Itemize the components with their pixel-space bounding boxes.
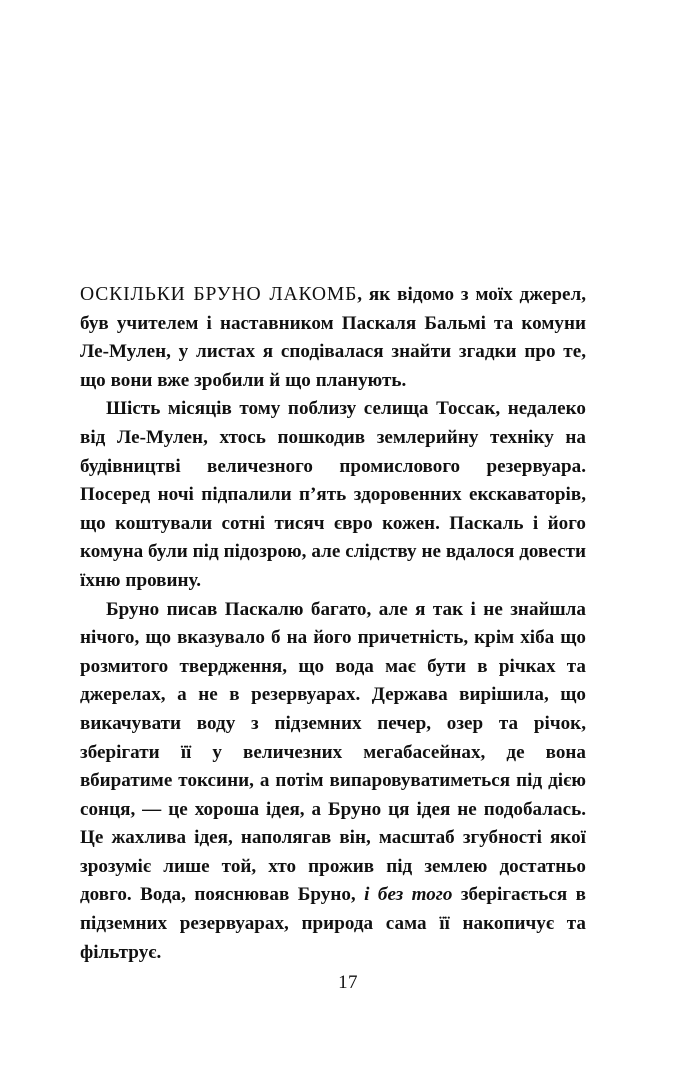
page-text-block [80,281,586,967]
paragraph-2: Шість місяців тому поблизу селища Тоссак, недалеко від Ле-Мулен, хтось пошкодив землерийну техніку на будівництві величезного промислового резервуара. Посеред ночі підпалили п’ять здоровенних екскаваторів, що коштували сотні тисяч євро кожен. Паскаль і його комуна були під підозрою, але слідству не вдалося довести їхню провину. [80,398,586,591]
paragraph-3-body-before-italic: Бруно писав Паскалю багато, але я так і не знайшла нічого, що вказувало б на його причетність, крім хіба що розмитого твердження, що вода має бути в річках та джерелах, а не в резервуарах. Держава вирішила, що викачувати воду з підземних печер, озер та річок, зберігати її у величезних мегабасейнах, де вона вбиратиме токсини, а потім випаровуватиметься під дією сонця, — це хороша ідея, а Бруно ця ідея не подобалась. Це жахлива ідея, наполягав він, масштаб згубності якої зрозуміє лише той, хто прожив під землею достатньо довго. Вода, пояснював Бруно, [80,598,586,906]
paragraph-3 [80,596,586,968]
paragraph-3-italic-phrase: і без того [364,884,453,906]
opening-small-caps: ОСКІЛЬКИ БРУНО ЛАКОМБ [80,284,358,305]
paragraph-1-body: , як відомо з моїх джерел, був учителем і наставником Паскаля Бальмі та комуни Ле-Мулен, у листах я сподівалася знайти згадки про те, що вони вже зробили й що планують. [80,284,586,391]
paragraph-3-body-after-italic: зберігається в підземних резервуарах, природа сама її накопичує та фільтрує. [80,884,586,963]
paragraph-1 [80,281,586,395]
page-number: 17 [338,972,358,993]
